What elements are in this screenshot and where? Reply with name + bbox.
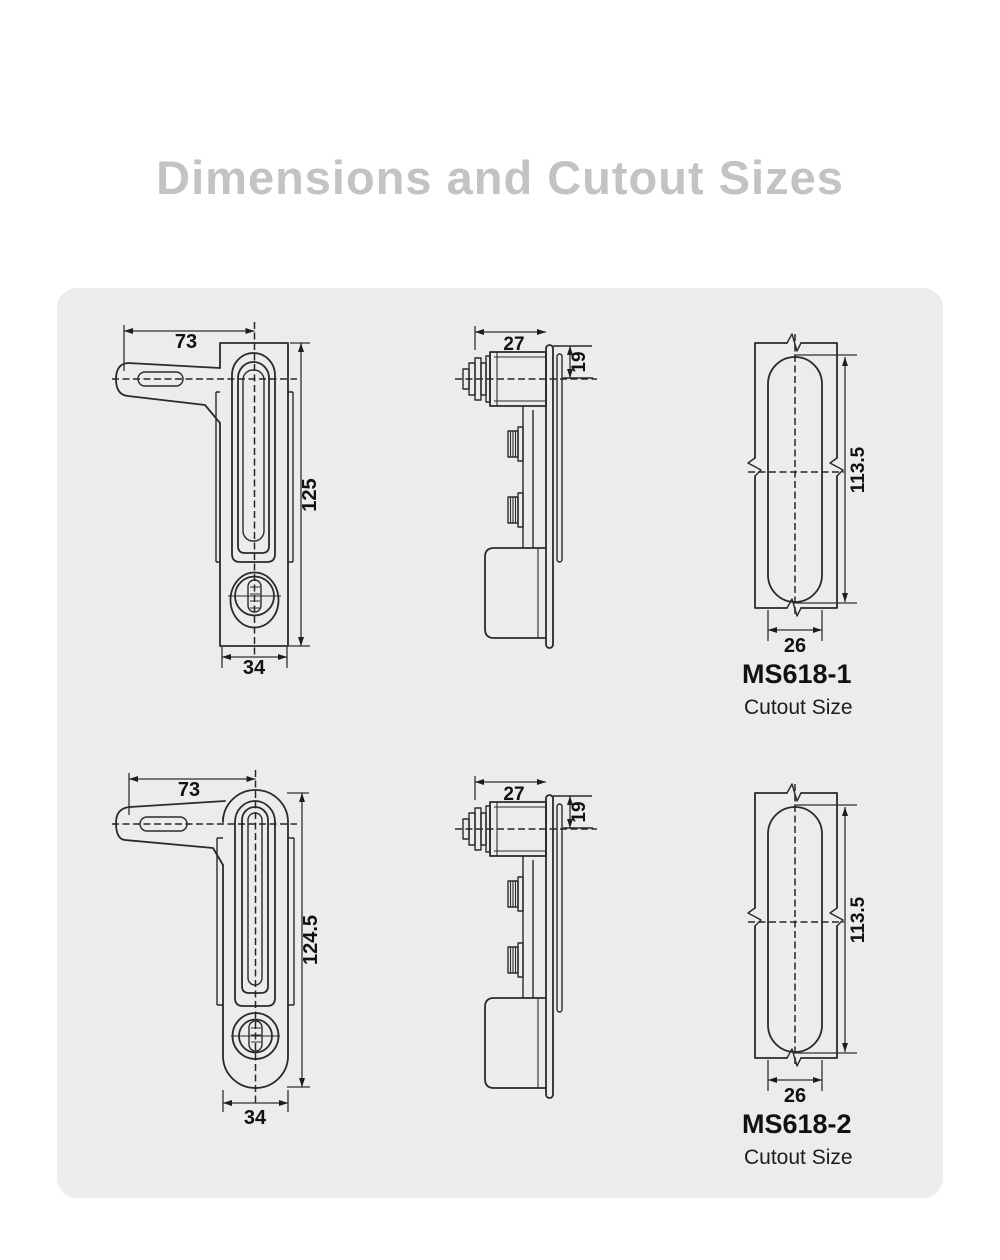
dim-label-cutout-height: 113.5 [848, 896, 869, 944]
dim-label-body-width: 34 [242, 657, 266, 679]
mounting-wing [116, 363, 220, 423]
panel-plates [546, 795, 593, 1098]
dim-label-protrusion: 19 [569, 801, 590, 823]
dim-label-cutout-height: 113.5 [848, 446, 869, 494]
handle-recess [232, 353, 275, 562]
page-title: Dimensions and Cutout Sizes [156, 151, 844, 204]
cutout-drawing-ms618-1 [740, 330, 875, 660]
dimension-cutout-width [768, 1060, 822, 1107]
cutout-size-caption-2: Cutout Size [744, 1146, 853, 1169]
model-name-ms618-2: MS618-2 [742, 1109, 852, 1139]
dim-label-front-width: 73 [177, 779, 201, 801]
dimension-depth [475, 326, 546, 355]
mounting-wing [116, 801, 225, 865]
side-view-drawing-ms618-1 [450, 316, 605, 666]
cutout-drawing-ms618-2 [740, 780, 875, 1110]
dim-label-protrusion: 19 [569, 351, 590, 373]
dimension-cutout-height [794, 355, 869, 603]
model-name-ms618-1: MS618-1 [742, 659, 852, 689]
dim-label-depth: 27 [503, 784, 525, 805]
dim-label-front-width: 73 [174, 331, 198, 353]
dimension-depth [475, 776, 546, 805]
drawings-card [57, 288, 943, 1198]
panel-plates [546, 345, 593, 648]
dimension-protrusion [567, 796, 590, 828]
centerlines [748, 334, 844, 617]
side-view-drawing-ms618-2 [450, 766, 605, 1116]
dim-label-depth: 27 [503, 334, 525, 355]
dim-label-body-width: 34 [243, 1107, 267, 1129]
dimension-cutout-height [794, 805, 869, 1053]
body-profile [485, 856, 546, 1088]
cutout-size-caption-1: Cutout Size [744, 696, 853, 719]
dimension-height [287, 793, 322, 1087]
centerlines [748, 784, 844, 1067]
body-profile [485, 406, 546, 638]
dimension-protrusion [567, 346, 590, 378]
dim-label-cutout-width: 26 [783, 635, 807, 657]
front-view-drawing-ms618-1 [103, 316, 333, 684]
dimension-bracket-width [129, 773, 256, 815]
dim-label-cutout-width: 26 [783, 1085, 807, 1107]
dim-label-front-height: 125 [299, 478, 321, 512]
dimension-cutout-width [768, 610, 822, 657]
dim-label-front-height: 124.5 [300, 914, 322, 966]
front-view-drawing-ms618-2 [103, 765, 333, 1133]
